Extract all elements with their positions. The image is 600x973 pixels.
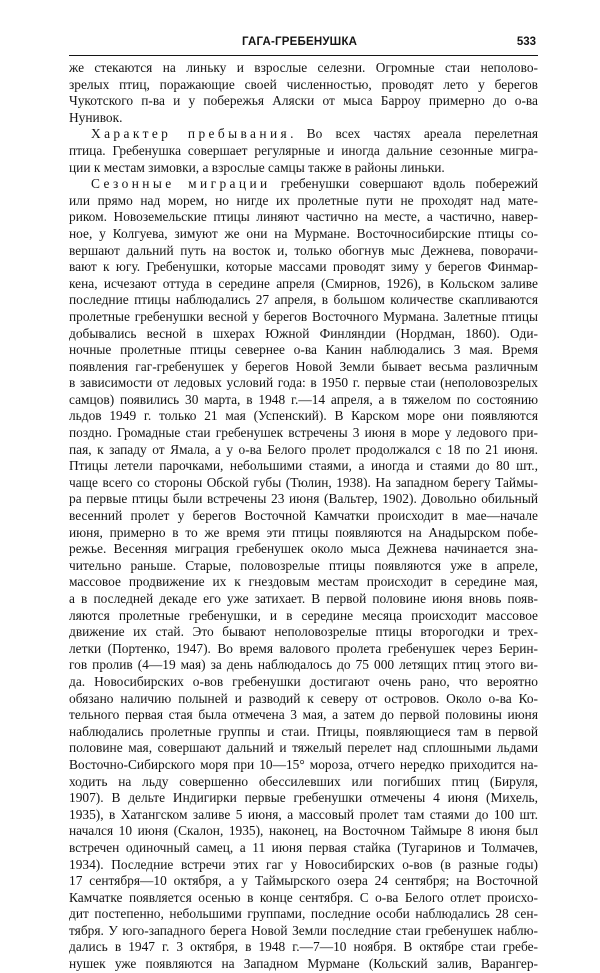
text-line: а в последней декаде его уже затихает. В первой половине июня вновь появ- bbox=[69, 591, 538, 606]
text-line: режье. Весенняя миграция гребенушек около мыса Дежнева начинается зна- bbox=[69, 541, 538, 557]
text-line: половине мая, совершают дальний и тяжелый перелет над сплошными льдами bbox=[69, 740, 538, 756]
text-line: Сезонные миграции гребенушки совершают вдоль побережий bbox=[91, 176, 538, 192]
text-line: массовое продвижение их к гнездовым местам происходит в середине мая, bbox=[69, 574, 538, 590]
text-line: Характер пребывания. Во всех частях ареала перелетная bbox=[91, 126, 538, 142]
text-line: 1935), в Хатангском заливе 5 июня, а массовый пролет там стаями до 100 шт. bbox=[69, 806, 538, 822]
text-line: наблюдались пролетные группы и стаи. Птицы, появляющиеся там в первой bbox=[69, 723, 538, 739]
header-rule bbox=[69, 55, 538, 56]
text-line: Нунивок. bbox=[69, 109, 123, 125]
text-line: движение их стай. Это бывают неполовозрелые птицы второгодки и трех- bbox=[69, 624, 538, 640]
text-line: тельного первая стая была отмечена 3 мая, а затем до первой половины июня bbox=[69, 707, 538, 723]
body-text bbox=[69, 60, 538, 973]
text-line: самцов) появились 30 марта, в 1948 г.—14 апреля, а в тяжелом по состоянию bbox=[69, 391, 538, 407]
text-line: обязано наличию полыней и разводий к северу от островов. Около о-ва Ко- bbox=[69, 690, 538, 706]
text-line: дит постепенно, небольшими группами, последние особи наблюдались 28 сен- bbox=[69, 906, 538, 922]
text-line: ции к местам зимовки, а взрослые самцы также в районы линьки. bbox=[69, 159, 445, 175]
text-line: начался 10 июня (Скалон, 1935), наконец, на Восточном Таймыре 8 июня был bbox=[69, 823, 538, 839]
text-line: весенний пролет у берегов Восточной Камчатки происходит в мае—начале bbox=[69, 508, 538, 524]
text-line: Камчатке появляется осенью в конце сентября. С о-ва Белого отлет происхо- bbox=[69, 889, 538, 905]
text-line: 1934). Последние встречи этих гаг у Новосибирских о-вов (в разные годы) bbox=[69, 856, 538, 872]
running-header-title: ГАГА-ГРЕБЕНУШКА bbox=[242, 36, 358, 48]
text-line: вают к югу. Гребенушки, которые массами проводят зиму у берегов Финмар- bbox=[69, 259, 538, 275]
text-line: встречен одиночный самец, а 11 июня первая стайка (Тугаринов и Толмачев, bbox=[69, 839, 538, 855]
text-line: Чукотского п-ва и у побережья Аляски от мыса Барроу примерно до о-ва bbox=[69, 93, 538, 109]
text-line: риком. Новоземельские птицы линяют частично на месте, а частично, навер- bbox=[69, 209, 538, 225]
text-line: гов пролив (4—19 мая) за день наблюдалось до 75 000 летящих птиц этого ви- bbox=[69, 657, 538, 673]
text-line: последние птицы наблюдались 27 апреля, в большом количестве скапливаются bbox=[69, 292, 538, 308]
text-line: тября. У юго-западного берега Новой Земли последние стаи гребенушек наблю- bbox=[69, 922, 538, 938]
spaced-heading: Характер пребывания bbox=[91, 126, 291, 142]
text-line: льдов 1949 г. только 21 мая (Успенский). В Карском море они появляются bbox=[69, 408, 538, 424]
text-line: 17 сентября—10 октября, а у Таймырского озера 24 сентября; на Восточной bbox=[69, 873, 538, 889]
text-line: же стекаются на линьку и взрослые селезни. Огромные стаи неполово- bbox=[69, 60, 538, 75]
text-line: пролетные гребенушки весной у берегов Восточного Мурмана. Залетные птицы bbox=[69, 308, 538, 324]
text-line: ночные пролетные птицы севернее о-ва Канин наблюдались 3 мая. Время bbox=[69, 342, 538, 358]
text-line: Птицы летели парочками, небольшими стаями, а иногда и стаями до 80 шт., bbox=[69, 458, 538, 474]
text-line: июня, примерно в то же время эти птицы появляются на Анадырском побе- bbox=[69, 524, 538, 540]
text-line: или прямо над морем, но нигде их пролетные пути не проходят над мате- bbox=[69, 192, 538, 208]
text-line: да. Новосибирских о-вов гребенушки достигают очень рано, что вероятно bbox=[69, 673, 538, 689]
text-line: чаще всего со стороны Обской губы (Тюлин, 1938). На западном берегу Таймы- bbox=[69, 474, 538, 490]
text-line: в зависимости от ледовых условий года: в 1950 г. первые стаи (неполовозрелых bbox=[69, 375, 538, 391]
text-line: пая, к западу от Ямала, а у о-ва Белого пролет продолжался с 18 по 21 июня. bbox=[69, 441, 538, 457]
text-line: птица. Гребенушка совершает регулярные и иногда дальние сезонные мигра- bbox=[69, 142, 538, 158]
text-line: поздно. Громадные стаи гребенушек встречены 3 июня в море у ледового при- bbox=[69, 425, 538, 441]
spaced-heading: Сезонные миграции bbox=[91, 176, 271, 192]
text-line: ляются пролетные гребенушки, и в середине месяца происходит массовое bbox=[69, 607, 538, 623]
text-line: ра первые птицы были встречены 23 июня (Вальтер, 1902). Довольно обильный bbox=[69, 491, 538, 507]
page-number: 533 bbox=[516, 36, 536, 48]
text-line: нушек уже появляются на Западном Мурмане (Кольский залив, Варангер- bbox=[69, 956, 538, 972]
text-line: добывались весной в шхерах Южной Финляндии (Нордман, 1860). Оди- bbox=[69, 325, 538, 341]
text-line: летки (Портенко, 1947). Во время валового пролета гребенушек через Берин- bbox=[69, 640, 538, 656]
text-line: ное, у Колгуева, зимуют же они на Мурмане. Восточносибирские птицы со- bbox=[69, 225, 538, 241]
text-line: кена, исчезают оттуда в середине апреля (Смирнов, 1926), в Кольском заливе bbox=[69, 275, 538, 291]
text-line: вершают дальний путь на восток и, только обогнув мыс Дежнева, поворачи- bbox=[69, 242, 538, 258]
text-line: Восточно-Сибирского моря при 10—15° мороза, отчего нередко приходится на- bbox=[69, 756, 538, 772]
text-line: ходить на льду совершенно обессилевших или погибших птиц (Бируля, bbox=[69, 773, 538, 789]
text-line: чительно раньше. Старые, половозрелые птицы появляются уже в апреле, bbox=[69, 557, 538, 573]
text-line: появления гаг-гребенушек у берегов Новой Земли бывает весьма различным bbox=[69, 358, 538, 374]
text-line: зрелых птиц, поражающие своей численностью, проводят лето у берегов bbox=[69, 76, 538, 92]
text-line: 1907). В дельте Индигирки первые гребенушки отмечены 4 июня (Михель, bbox=[69, 790, 538, 806]
text-line: дались в 1947 г. 3 октября, в 1948 г.—7—10 ноября. В октябре стаи гребе- bbox=[69, 939, 538, 955]
